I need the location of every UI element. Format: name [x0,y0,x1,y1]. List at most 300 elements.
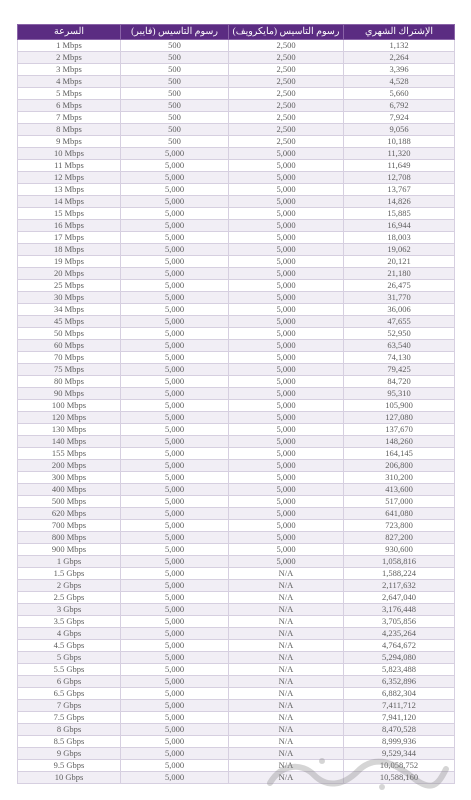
table-row [18,124,455,136]
monthly-fee-cell: 10,188 [344,136,455,148]
microwave-fee-cell: N/A [229,652,344,664]
microwave-fee-cell: 2,500 [229,100,344,112]
speed-cell: 9.5 Gbps [18,760,121,772]
header-microwave-fee: رسوم التاسيس (مايكرويف) [229,25,344,40]
monthly-fee-cell: 5,823,488 [344,664,455,676]
table-row [18,256,455,268]
table-row [18,676,455,688]
table-row [18,616,455,628]
table-row [18,76,455,88]
speed-cell: 4 Mbps [18,76,121,88]
monthly-fee-cell: 31,770 [344,292,455,304]
fiber-fee-cell: 5,000 [121,676,229,688]
table-row [18,88,455,100]
microwave-fee-cell: 5,000 [229,328,344,340]
microwave-fee-cell: 5,000 [229,316,344,328]
table-row [18,268,455,280]
speed-cell: 19 Mbps [18,256,121,268]
speed-cell: 45 Mbps [18,316,121,328]
microwave-fee-cell: 5,000 [229,532,344,544]
table-row [18,508,455,520]
table-row [18,184,455,196]
fiber-fee-cell: 5,000 [121,220,229,232]
monthly-fee-cell: 11,649 [344,160,455,172]
fiber-fee-cell: 5,000 [121,328,229,340]
monthly-fee-cell: 21,180 [344,268,455,280]
speed-cell: 18 Mbps [18,244,121,256]
table-row [18,760,455,772]
fiber-fee-cell: 5,000 [121,496,229,508]
speed-cell: 5 Mbps [18,88,121,100]
microwave-fee-cell: N/A [229,568,344,580]
speed-cell: 130 Mbps [18,424,121,436]
monthly-fee-cell: 164,145 [344,448,455,460]
fiber-fee-cell: 500 [121,52,229,64]
monthly-fee-cell: 74,130 [344,352,455,364]
monthly-fee-cell: 2,647,040 [344,592,455,604]
microwave-fee-cell: 5,000 [229,460,344,472]
speed-cell: 1.5 Gbps [18,568,121,580]
monthly-fee-cell: 2,264 [344,52,455,64]
microwave-fee-cell: 5,000 [229,520,344,532]
speed-cell: 8.5 Gbps [18,736,121,748]
speed-cell: 70 Mbps [18,352,121,364]
fiber-fee-cell: 500 [121,76,229,88]
table-row [18,304,455,316]
fiber-fee-cell: 5,000 [121,208,229,220]
monthly-fee-cell: 52,950 [344,328,455,340]
monthly-fee-cell: 127,080 [344,412,455,424]
microwave-fee-cell: 5,000 [229,412,344,424]
monthly-fee-cell: 6,882,304 [344,688,455,700]
table-row [18,688,455,700]
microwave-fee-cell: 5,000 [229,184,344,196]
fiber-fee-cell: 5,000 [121,148,229,160]
fiber-fee-cell: 500 [121,88,229,100]
speed-cell: 1 Gbps [18,556,121,568]
fiber-fee-cell: 5,000 [121,556,229,568]
microwave-fee-cell: N/A [229,580,344,592]
speed-cell: 14 Mbps [18,196,121,208]
monthly-fee-cell: 5,660 [344,88,455,100]
fiber-fee-cell: 5,000 [121,580,229,592]
table-row [18,628,455,640]
speed-cell: 4.5 Gbps [18,640,121,652]
microwave-fee-cell: 2,500 [229,88,344,100]
monthly-fee-cell: 8,470,528 [344,724,455,736]
monthly-fee-cell: 7,941,120 [344,712,455,724]
monthly-fee-cell: 105,900 [344,400,455,412]
table-row [18,52,455,64]
fiber-fee-cell: 5,000 [121,520,229,532]
monthly-fee-cell: 11,320 [344,148,455,160]
microwave-fee-cell: 2,500 [229,52,344,64]
table-row [18,496,455,508]
speed-cell: 9 Gbps [18,748,121,760]
speed-cell: 2 Mbps [18,52,121,64]
table-row [18,400,455,412]
speed-cell: 25 Mbps [18,280,121,292]
speed-cell: 2.5 Gbps [18,592,121,604]
fiber-fee-cell: 5,000 [121,376,229,388]
speed-cell: 3 Gbps [18,604,121,616]
microwave-fee-cell: 5,000 [229,400,344,412]
microwave-fee-cell: 5,000 [229,256,344,268]
fiber-fee-cell: 5,000 [121,364,229,376]
monthly-fee-cell: 10,058,752 [344,760,455,772]
monthly-fee-cell: 137,670 [344,424,455,436]
fiber-fee-cell: 5,000 [121,640,229,652]
fiber-fee-cell: 5,000 [121,244,229,256]
monthly-fee-cell: 1,588,224 [344,568,455,580]
speed-cell: 10 Gbps [18,772,121,784]
fiber-fee-cell: 5,000 [121,700,229,712]
fiber-fee-cell: 5,000 [121,688,229,700]
speed-cell: 620 Mbps [18,508,121,520]
speed-cell: 10 Mbps [18,148,121,160]
microwave-fee-cell: 5,000 [229,472,344,484]
speed-cell: 120 Mbps [18,412,121,424]
table-row [18,460,455,472]
table-row [18,604,455,616]
microwave-fee-cell: N/A [229,628,344,640]
table-row [18,772,455,784]
microwave-fee-cell: 5,000 [229,280,344,292]
fiber-fee-cell: 5,000 [121,724,229,736]
fiber-fee-cell: 500 [121,124,229,136]
speed-cell: 200 Mbps [18,460,121,472]
table-row [18,472,455,484]
fiber-fee-cell: 5,000 [121,472,229,484]
fiber-fee-cell: 5,000 [121,352,229,364]
monthly-fee-cell: 36,006 [344,304,455,316]
fiber-fee-cell: 5,000 [121,616,229,628]
header-row [18,25,455,40]
header-speed: السرعة [18,25,121,40]
fiber-fee-cell: 500 [121,136,229,148]
table-row [18,736,455,748]
fiber-fee-cell: 5,000 [121,412,229,424]
fiber-fee-cell: 5,000 [121,316,229,328]
fiber-fee-cell: 5,000 [121,400,229,412]
fiber-fee-cell: 5,000 [121,424,229,436]
microwave-fee-cell: 5,000 [229,304,344,316]
speed-cell: 20 Mbps [18,268,121,280]
microwave-fee-cell: N/A [229,712,344,724]
table-row [18,580,455,592]
table-row [18,196,455,208]
monthly-fee-cell: 7,924 [344,112,455,124]
table-row [18,436,455,448]
fiber-fee-cell: 500 [121,64,229,76]
table-row [18,724,455,736]
table-row [18,364,455,376]
fiber-fee-cell: 5,000 [121,532,229,544]
microwave-fee-cell: N/A [229,664,344,676]
table-row [18,316,455,328]
speed-cell: 155 Mbps [18,448,121,460]
monthly-fee-cell: 95,310 [344,388,455,400]
monthly-fee-cell: 16,944 [344,220,455,232]
microwave-fee-cell: 5,000 [229,232,344,244]
microwave-fee-cell: N/A [229,736,344,748]
microwave-fee-cell: 5,000 [229,376,344,388]
table-row [18,376,455,388]
microwave-fee-cell: N/A [229,772,344,784]
speed-cell: 3 Mbps [18,64,121,76]
speed-cell: 75 Mbps [18,364,121,376]
monthly-fee-cell: 4,764,672 [344,640,455,652]
monthly-fee-cell: 7,411,712 [344,700,455,712]
microwave-fee-cell: 5,000 [229,352,344,364]
microwave-fee-cell: 5,000 [229,196,344,208]
fiber-fee-cell: 5,000 [121,256,229,268]
monthly-fee-cell: 3,705,856 [344,616,455,628]
microwave-fee-cell: N/A [229,592,344,604]
header-monthly-subscription: الإشتراك الشهري [344,25,455,40]
table-row [18,592,455,604]
microwave-fee-cell: 5,000 [229,508,344,520]
speed-cell: 15 Mbps [18,208,121,220]
monthly-fee-cell: 6,792 [344,100,455,112]
monthly-fee-cell: 2,117,632 [344,580,455,592]
microwave-fee-cell: N/A [229,640,344,652]
speed-cell: 5.5 Gbps [18,664,121,676]
table-row [18,712,455,724]
monthly-fee-cell: 14,826 [344,196,455,208]
table-row [18,484,455,496]
monthly-fee-cell: 930,600 [344,544,455,556]
monthly-fee-cell: 12,708 [344,172,455,184]
table-row [18,172,455,184]
fiber-fee-cell: 5,000 [121,748,229,760]
monthly-fee-cell: 723,800 [344,520,455,532]
microwave-fee-cell: N/A [229,748,344,760]
microwave-fee-cell: 2,500 [229,112,344,124]
fiber-fee-cell: 5,000 [121,196,229,208]
speed-cell: 1 Mbps [18,40,121,52]
fiber-fee-cell: 5,000 [121,736,229,748]
monthly-fee-cell: 4,528 [344,76,455,88]
table-row [18,388,455,400]
monthly-fee-cell: 413,600 [344,484,455,496]
speed-cell: 12 Mbps [18,172,121,184]
monthly-fee-cell: 8,999,936 [344,736,455,748]
microwave-fee-cell: 5,000 [229,388,344,400]
microwave-fee-cell: 5,000 [229,220,344,232]
table-row [18,748,455,760]
monthly-fee-cell: 206,800 [344,460,455,472]
microwave-fee-cell: N/A [229,700,344,712]
microwave-fee-cell: 2,500 [229,76,344,88]
microwave-fee-cell: 5,000 [229,208,344,220]
fiber-fee-cell: 5,000 [121,544,229,556]
table-row [18,448,455,460]
table-row [18,544,455,556]
fiber-fee-cell: 5,000 [121,160,229,172]
microwave-fee-cell: 5,000 [229,448,344,460]
header-fiber-fee: رسوم التاسيس (فايبر) [121,25,229,40]
speed-cell: 8 Gbps [18,724,121,736]
microwave-fee-cell: 5,000 [229,268,344,280]
speed-cell: 3.5 Gbps [18,616,121,628]
speed-cell: 4 Gbps [18,628,121,640]
speed-cell: 7 Mbps [18,112,121,124]
table-row [18,640,455,652]
speed-cell: 16 Mbps [18,220,121,232]
table-row [18,652,455,664]
monthly-fee-cell: 1,132 [344,40,455,52]
monthly-fee-cell: 641,080 [344,508,455,520]
table-row [18,568,455,580]
table-row [18,532,455,544]
fiber-fee-cell: 5,000 [121,604,229,616]
speed-cell: 7 Gbps [18,700,121,712]
fiber-fee-cell: 5,000 [121,304,229,316]
speed-cell: 11 Mbps [18,160,121,172]
fiber-fee-cell: 5,000 [121,280,229,292]
fiber-fee-cell: 5,000 [121,772,229,784]
speed-cell: 80 Mbps [18,376,121,388]
table-row [18,352,455,364]
microwave-fee-cell: N/A [229,604,344,616]
speed-cell: 400 Mbps [18,484,121,496]
fiber-fee-cell: 5,000 [121,652,229,664]
microwave-fee-cell: 5,000 [229,424,344,436]
table-row [18,700,455,712]
table-row [18,220,455,232]
microwave-fee-cell: 5,000 [229,172,344,184]
speed-cell: 100 Mbps [18,400,121,412]
speed-cell: 300 Mbps [18,472,121,484]
table-row [18,148,455,160]
microwave-fee-cell: N/A [229,760,344,772]
microwave-fee-cell: 5,000 [229,496,344,508]
fiber-fee-cell: 500 [121,100,229,112]
speed-cell: 6 Mbps [18,100,121,112]
monthly-fee-cell: 63,540 [344,340,455,352]
microwave-fee-cell: 5,000 [229,244,344,256]
fiber-fee-cell: 5,000 [121,448,229,460]
fiber-fee-cell: 5,000 [121,172,229,184]
fiber-fee-cell: 5,000 [121,760,229,772]
pricing-table [17,24,455,784]
microwave-fee-cell: N/A [229,676,344,688]
microwave-fee-cell: 5,000 [229,340,344,352]
speed-cell: 700 Mbps [18,520,121,532]
table-row [18,328,455,340]
speed-cell: 5 Gbps [18,652,121,664]
table-row [18,412,455,424]
table-row [18,520,455,532]
speed-cell: 2 Gbps [18,580,121,592]
microwave-fee-cell: 2,500 [229,136,344,148]
table-row [18,64,455,76]
fiber-fee-cell: 5,000 [121,184,229,196]
microwave-fee-cell: N/A [229,616,344,628]
microwave-fee-cell: 2,500 [229,40,344,52]
table-row [18,100,455,112]
fiber-fee-cell: 5,000 [121,388,229,400]
speed-cell: 6 Gbps [18,676,121,688]
monthly-fee-cell: 79,425 [344,364,455,376]
monthly-fee-cell: 4,235,264 [344,628,455,640]
monthly-fee-cell: 9,056 [344,124,455,136]
microwave-fee-cell: 5,000 [229,292,344,304]
table-row [18,112,455,124]
speed-cell: 17 Mbps [18,232,121,244]
monthly-fee-cell: 1,058,816 [344,556,455,568]
speed-cell: 13 Mbps [18,184,121,196]
speed-cell: 34 Mbps [18,304,121,316]
microwave-fee-cell: N/A [229,688,344,700]
fiber-fee-cell: 500 [121,112,229,124]
speed-cell: 50 Mbps [18,328,121,340]
microwave-fee-cell: 2,500 [229,124,344,136]
table-row [18,244,455,256]
speed-cell: 800 Mbps [18,532,121,544]
microwave-fee-cell: 5,000 [229,364,344,376]
table-row [18,424,455,436]
monthly-fee-cell: 5,294,080 [344,652,455,664]
fiber-fee-cell: 5,000 [121,436,229,448]
fiber-fee-cell: 500 [121,40,229,52]
microwave-fee-cell: 5,000 [229,160,344,172]
speed-cell: 7.5 Gbps [18,712,121,724]
fiber-fee-cell: 5,000 [121,712,229,724]
monthly-fee-cell: 18,003 [344,232,455,244]
speed-cell: 6.5 Gbps [18,688,121,700]
monthly-fee-cell: 15,885 [344,208,455,220]
microwave-fee-cell: N/A [229,724,344,736]
speed-cell: 140 Mbps [18,436,121,448]
table-header [18,25,455,40]
monthly-fee-cell: 20,121 [344,256,455,268]
monthly-fee-cell: 148,260 [344,436,455,448]
speed-cell: 500 Mbps [18,496,121,508]
table-row [18,556,455,568]
fiber-fee-cell: 5,000 [121,484,229,496]
monthly-fee-cell: 827,200 [344,532,455,544]
table-row [18,160,455,172]
monthly-fee-cell: 517,000 [344,496,455,508]
fiber-fee-cell: 5,000 [121,268,229,280]
monthly-fee-cell: 84,720 [344,376,455,388]
fiber-fee-cell: 5,000 [121,628,229,640]
monthly-fee-cell: 26,475 [344,280,455,292]
table-row [18,208,455,220]
table-body [18,40,455,784]
microwave-fee-cell: 5,000 [229,148,344,160]
fiber-fee-cell: 5,000 [121,508,229,520]
speed-cell: 8 Mbps [18,124,121,136]
monthly-fee-cell: 47,655 [344,316,455,328]
speed-cell: 9 Mbps [18,136,121,148]
speed-cell: 60 Mbps [18,340,121,352]
speed-cell: 90 Mbps [18,388,121,400]
table-row [18,40,455,52]
table-row [18,232,455,244]
monthly-fee-cell: 13,767 [344,184,455,196]
fiber-fee-cell: 5,000 [121,232,229,244]
fiber-fee-cell: 5,000 [121,340,229,352]
speed-cell: 900 Mbps [18,544,121,556]
fiber-fee-cell: 5,000 [121,592,229,604]
table-row [18,136,455,148]
microwave-fee-cell: 5,000 [229,436,344,448]
fiber-fee-cell: 5,000 [121,568,229,580]
monthly-fee-cell: 3,396 [344,64,455,76]
